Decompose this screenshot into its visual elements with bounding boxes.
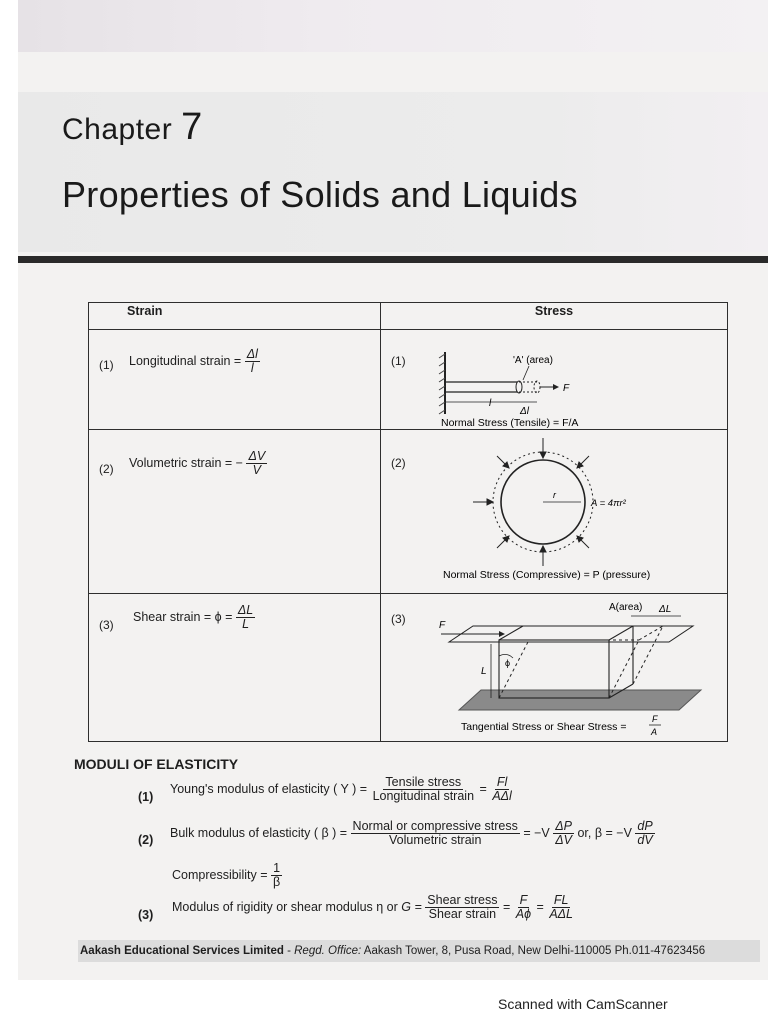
area-label: A(area)	[609, 602, 643, 613]
modulus-number: (1)	[138, 790, 154, 804]
force-arrowhead	[499, 631, 505, 637]
shear-modulus	[172, 894, 575, 921]
shear-figure	[381, 594, 766, 742]
footer-regd: Regd. Office:	[294, 945, 362, 957]
fraction-denominator: AΔl	[492, 789, 512, 804]
fraction-numerator: FL	[553, 893, 569, 907]
fraction-denominator: Shear strain	[428, 907, 497, 922]
strain-label: Shear strain = ϕ =	[133, 609, 233, 624]
block	[499, 626, 633, 698]
force-arrowhead	[553, 384, 559, 390]
radius-label: r	[553, 490, 556, 500]
row-number: (2)	[391, 456, 406, 470]
rod-end	[516, 381, 522, 393]
modulus-result-fraction	[553, 820, 574, 847]
header-rule	[18, 256, 768, 263]
area-label: A = 4πr²	[591, 498, 626, 509]
fraction-denominator: Volumetric strain	[389, 833, 482, 848]
fraction-numerator: Normal or compressive stress	[352, 819, 518, 833]
area-label: 'A' (area)	[513, 355, 553, 366]
modulus-fraction	[371, 776, 476, 803]
fraction-numerator: ΔV	[248, 449, 266, 463]
base-plane	[459, 690, 701, 710]
strain-stress-table	[88, 302, 728, 742]
stress-header: Stress	[381, 303, 728, 330]
compressibility-fraction	[271, 862, 282, 889]
fraction-numerator: 1	[273, 861, 281, 875]
delta-label: ΔL	[659, 604, 672, 615]
fraction-numerator: Tensile stress	[385, 775, 462, 789]
strain-label: Volumetric strain = −	[129, 455, 243, 470]
strain-fraction	[236, 604, 255, 631]
caption-fraction-numerator: F	[652, 714, 658, 724]
fraction-numerator: Δl	[246, 347, 258, 361]
compressive-figure	[381, 430, 766, 594]
fraction-denominator: V	[252, 463, 261, 478]
equals: =	[536, 899, 544, 914]
compressibility-label: Compressibility =	[172, 867, 268, 882]
longitudinal-strain	[129, 348, 260, 375]
strain-fraction	[245, 348, 260, 375]
modulus-symbol: ( β ) =	[313, 825, 348, 840]
chapter-label	[62, 106, 203, 149]
modulus-label: Bulk modulus of elasticity	[170, 825, 311, 840]
row-number: (3)	[391, 612, 406, 626]
equals: = −V	[523, 825, 550, 840]
force-label: F	[439, 620, 446, 631]
fraction-numerator: Shear stress	[427, 893, 498, 907]
moduli-title: MODULI OF ELASTICITY	[74, 756, 239, 772]
fraction-denominator: L	[242, 617, 250, 632]
modulus-label: Modulus of rigidity or shear modulus η or	[172, 899, 398, 914]
footer-address: Aakash Tower, 8, Pusa Road, New Delhi-110005 Ph.011-47623456	[361, 945, 706, 957]
fraction-denominator: dV	[637, 833, 653, 848]
equals: =	[479, 781, 487, 796]
fraction-numerator: ΔP	[555, 819, 572, 833]
chapter-number: 7	[181, 106, 203, 148]
fraction-denominator: AΔL	[549, 907, 573, 922]
stress-cell-2	[381, 430, 728, 594]
bulk-modulus	[170, 820, 655, 847]
footer-dash: -	[283, 945, 295, 957]
equals: =	[502, 899, 511, 914]
modulus-result-fraction	[514, 894, 533, 921]
delta-label: Δl	[520, 406, 529, 417]
length-label: l	[489, 398, 492, 409]
page-footer	[78, 940, 760, 962]
strain-cell-2	[89, 430, 381, 594]
alternate-form: or, β = −V	[577, 825, 632, 840]
modulus-symbol: G =	[401, 899, 422, 914]
strain-cell-3	[89, 594, 381, 742]
modulus-fraction	[425, 894, 499, 921]
modulus-fraction	[351, 820, 520, 847]
compressive-caption: Normal Stress (Compressive) = P (pressure)	[443, 569, 651, 581]
derivative-fraction	[635, 820, 654, 847]
fraction-denominator: Aϕ	[515, 907, 532, 922]
sheared-block	[499, 626, 663, 698]
modulus-symbol: ( Y ) =	[333, 781, 368, 796]
fraction-numerator: F	[519, 893, 528, 907]
area-leader	[523, 366, 529, 380]
strain-header: Strain	[89, 303, 381, 330]
chapter-word: Chapter	[62, 113, 173, 146]
fraction-denominator: ΔV	[555, 833, 572, 848]
compressibility	[172, 862, 282, 889]
tensile-caption: Normal Stress (Tensile) = F/A	[441, 417, 579, 429]
fraction-numerator: dP	[637, 819, 653, 833]
footer-org: Aakash Educational Services Limited	[80, 945, 284, 957]
shear-strain	[133, 604, 255, 631]
scanner-watermark: Scanned with CamScanner	[498, 996, 668, 1012]
shear-caption: Tangential Stress or Shear Stress =	[461, 721, 627, 733]
fraction-denominator: β	[273, 875, 281, 890]
strain-cell-1	[89, 330, 381, 430]
stress-cell-1	[381, 330, 728, 430]
fraction-denominator: l	[250, 361, 254, 376]
row-number: (2)	[99, 462, 114, 476]
fraction-numerator: ΔL	[237, 603, 254, 617]
modulus-result-fraction	[490, 776, 514, 803]
modulus-label: Young's modulus of elasticity	[170, 781, 330, 796]
volumetric-strain	[129, 450, 267, 477]
caption-fraction-denominator: A	[651, 727, 658, 737]
top-band	[18, 0, 768, 52]
angle-label: ϕ	[505, 658, 511, 668]
strain-label: Longitudinal strain =	[129, 353, 242, 368]
stress-cell-3	[381, 594, 728, 742]
extended-end	[534, 381, 540, 393]
chapter-title: Properties of Solids and Liquids	[62, 174, 578, 215]
row-number: (1)	[99, 358, 114, 372]
modulus-result-fraction-2	[547, 894, 575, 921]
modulus-number: (2)	[138, 833, 154, 847]
tensile-figure	[381, 330, 766, 430]
fraction-numerator: Fl	[496, 775, 508, 789]
strain-fraction	[246, 450, 267, 477]
row-number: (1)	[391, 354, 406, 368]
modulus-number: (3)	[138, 908, 154, 922]
length-label: L	[481, 666, 487, 677]
row-number: (3)	[99, 618, 114, 632]
fraction-denominator: Longitudinal strain	[372, 789, 475, 804]
force-label: F	[563, 383, 570, 394]
youngs-modulus	[170, 776, 514, 803]
